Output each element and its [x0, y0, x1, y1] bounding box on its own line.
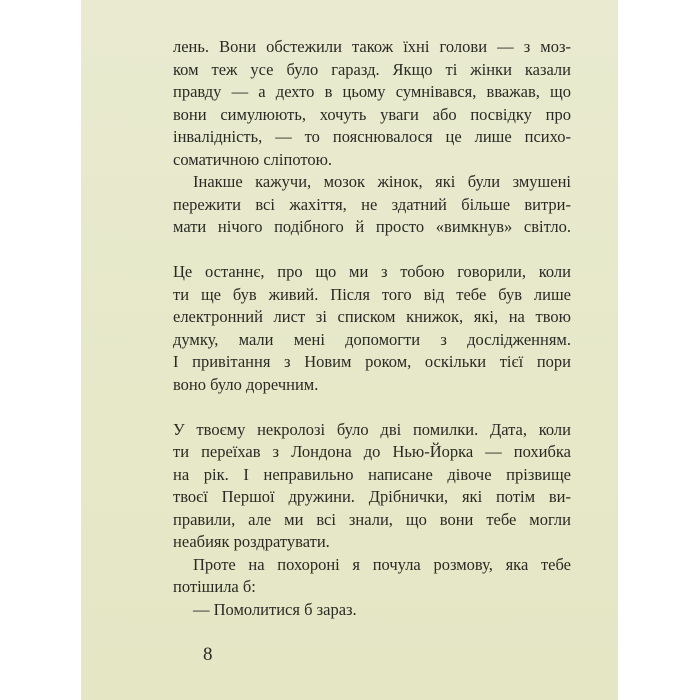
text-line: воно було доречним. [173, 374, 319, 394]
paragraph-gap [173, 239, 571, 262]
text-line: лень. Вони обстежили також їхні голови — з моз- [173, 37, 571, 56]
paragraph [173, 554, 571, 599]
text-line: ком теж усе було гаразд. Якщо ті жінки казали [173, 59, 571, 79]
text-line: Інакше кажучи, мозок жінок, які були змушені [193, 172, 571, 191]
text-line: І привітання з Новим роком, оскільки тієї пори [173, 352, 571, 371]
text-line: Проте на похороні я почула розмову, яка тебе [193, 554, 571, 574]
paragraph [173, 419, 571, 554]
text-line: інвалідність, — то пояснювалося це лише психо- [173, 127, 571, 146]
text-line: пережити всі жахіття, не здатний більше витри- [173, 194, 571, 214]
text-line: потішила б: [173, 577, 256, 596]
text-line: електронний лист зі списком книжок, які, на твою [173, 307, 571, 326]
paragraph [173, 171, 571, 239]
book-page [81, 0, 618, 700]
text-line: соматичною сліпотою. [173, 149, 333, 169]
text-line: У твоєму некролозі було дві помилки. Дата, коли [173, 419, 571, 439]
text-line: — Помолитися б зараз. [193, 599, 357, 619]
text-line: вони симулюють, хочуть уваги або посвідку про [173, 104, 571, 124]
body-text [173, 36, 571, 621]
text-line: мати нічого подібного й просто «вимкнув» світло. [173, 217, 571, 236]
text-line: Це останнє, про що ми з тобою говорили, коли [173, 262, 571, 281]
paragraph [173, 36, 571, 171]
page-number: 8 [203, 644, 213, 665]
paragraph [173, 599, 571, 622]
text-line: правили, але ми всі знали, що вони тебе могли [173, 509, 571, 529]
text-line: твоєї Першої дружини. Дрібнички, які потім ви- [173, 487, 571, 506]
paragraph [173, 261, 571, 396]
text-line: неабияк роздратувати. [173, 532, 330, 551]
text-line: ти переїхав з Лондона до Нью-Йорка — похибка [173, 442, 571, 461]
text-line: думку, мали мені допомогти з дослідженням. [173, 329, 571, 349]
text-line: правду — а дехто в цьому сумнівався, вважав, що [173, 82, 571, 101]
paragraph-gap [173, 396, 571, 419]
text-line: ти ще був живий. Після того від тебе був лише [173, 284, 571, 304]
text-line: на рік. І неправильно написане дівоче прізвище [173, 464, 571, 484]
